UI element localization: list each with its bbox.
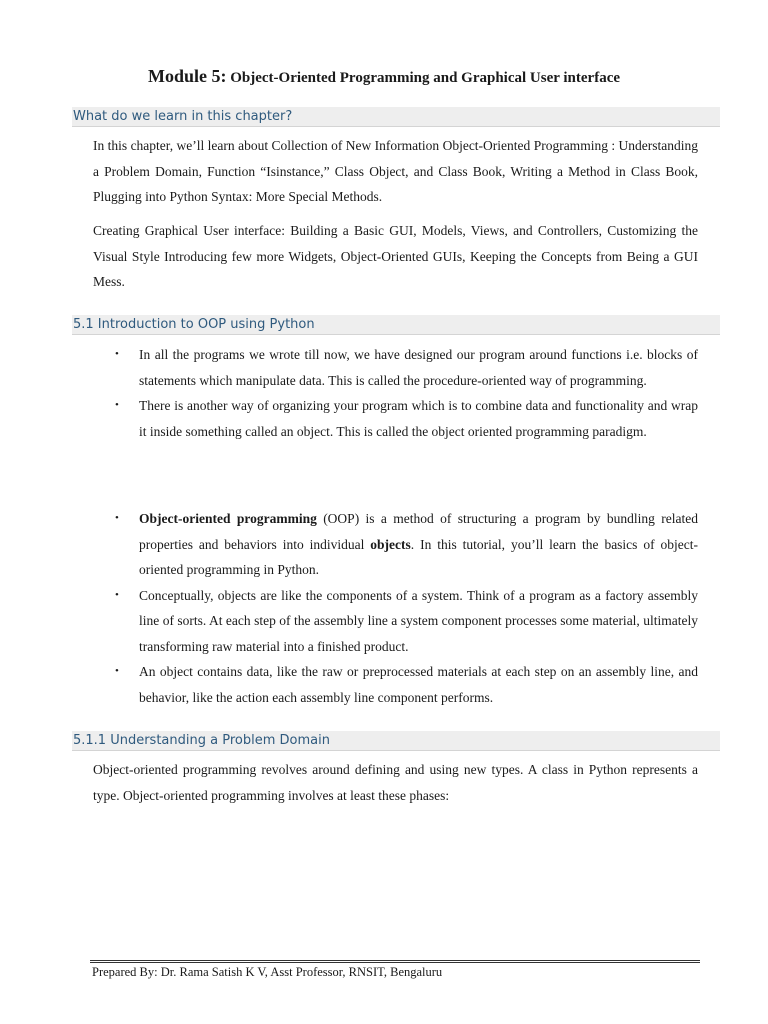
list-item-text: In all the programs we wrote till now, we have designed our program around functions i.e. blocks of statements which manipulate data. This is called the procedure-oriented way of programming.: [139, 347, 698, 388]
intro-bullet-list-b: [93, 506, 698, 710]
footer-divider: [90, 960, 700, 963]
list-item-text: (OOP) is a method of structuring a program by bundling related properties and behaviors into individual: [139, 511, 698, 552]
page-footer: Prepared By: Dr. Rama Satish K V, Asst Professor, RNSIT, Bengaluru: [92, 965, 443, 979]
domain-paragraph-1: Object-oriented programming revolves around defining and using new types. A class in Python represents a type. Object-oriented programming involves at least these phases:: [93, 762, 698, 803]
page-title: [0, 66, 768, 87]
intro-bullet-list-a: [93, 342, 698, 444]
list-item-text: . In this tutorial, you’ll learn the basics of object-oriented programming in Python.: [139, 536, 698, 577]
section-heading-domain: 5.1.1 Understanding a Problem Domain: [72, 731, 720, 751]
list-item: [93, 342, 698, 393]
list-item: [93, 393, 698, 444]
chapter-paragraph-1: In this chapter, we’ll learn about Collection of New Information Object-Oriented Programming : Understanding a Problem Domain, Function “Isinstance,” Class Object, and Class Book, Writing a Method in Class Book, Plugging into Python Syntax: More Special Methods.: [93, 138, 698, 204]
objects-term: objects: [370, 536, 411, 552]
list-item: [93, 506, 698, 583]
oop-term: Object-oriented programming: [139, 511, 317, 526]
bullet-icon: •: [115, 588, 119, 601]
section-heading-intro: 5.1 Introduction to OOP using Python: [72, 315, 720, 335]
list-item-text: An object contains data, like the raw or preprocessed materials at each step on an assembly line, and behavior, like the action each assembly line component performs.: [139, 664, 698, 705]
list-item: [93, 583, 698, 660]
module-title: Object-Oriented Programming and Graphical User interface: [230, 70, 621, 86]
chapter-paragraph-2: Creating Graphical User interface: Building a Basic GUI, Models, Views, and Controllers, Customizing the Visual Style Introducing few more Widgets, Object-Oriented GUIs, Keeping the Concepts from Being a GUI Mess.: [93, 223, 698, 289]
module-label: Module 5:: [147, 66, 227, 86]
bullet-icon: •: [115, 348, 119, 360]
bullet-icon: •: [115, 665, 119, 677]
bullet-icon: •: [115, 512, 119, 524]
section-heading-chapter: What do we learn in this chapter?: [72, 107, 720, 127]
list-item: [93, 659, 698, 710]
list-item-text: There is another way of organizing your program which is to combine data and functionality and wrap it inside something called an object. This is called the object oriented programming paradigm.: [139, 398, 698, 439]
list-item-text: Conceptually, objects are like the components of a system. Think of a program as a factory assembly line of sorts. At each step of the assembly line a system component processes some material, ultimately transforming raw material into a finished product.: [139, 587, 698, 654]
bullet-icon: •: [115, 399, 119, 411]
